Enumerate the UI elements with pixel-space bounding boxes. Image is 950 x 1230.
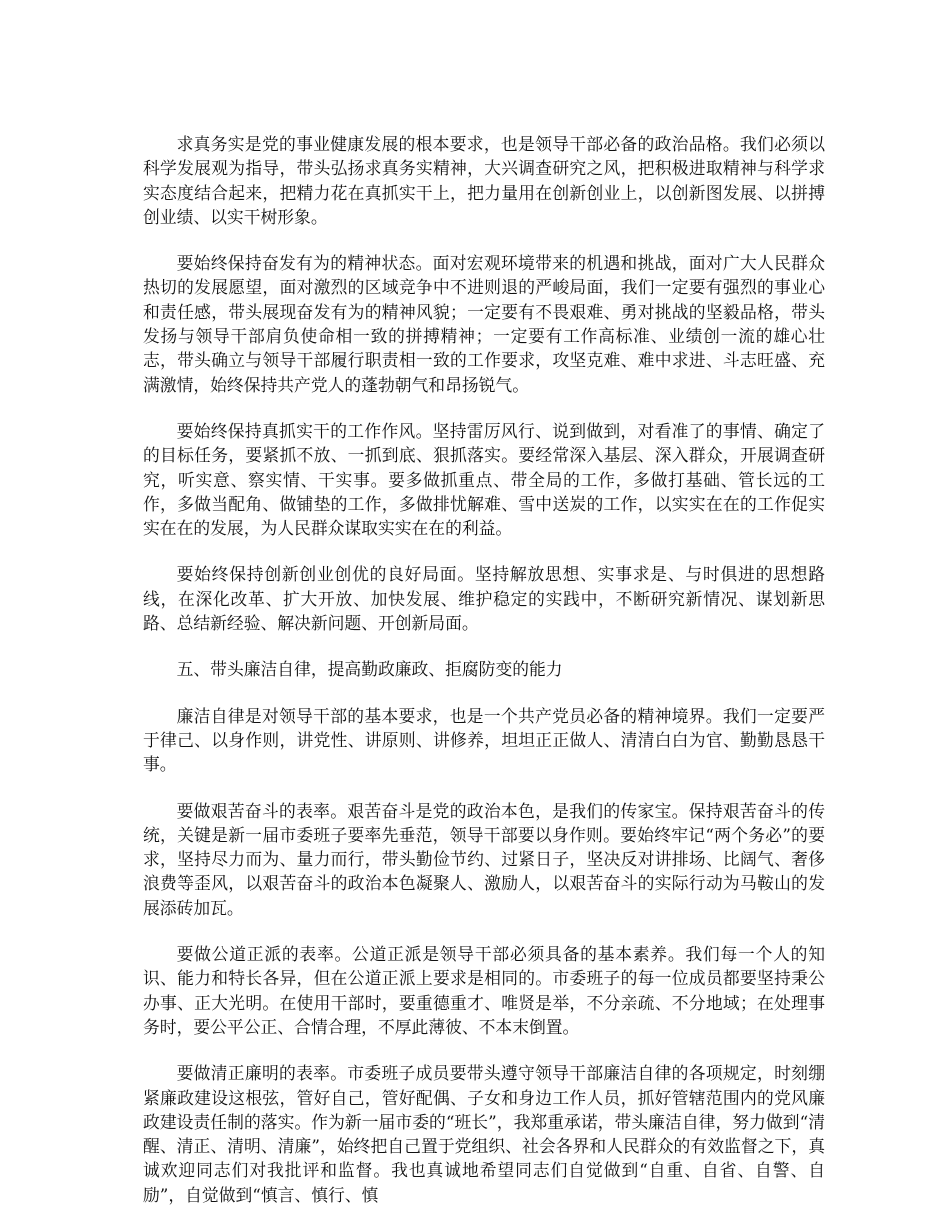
paragraph-spirit-state: 要始终保持奋发有为的精神状态。面对宏观环境带来的机遇和挑战，面对广大人民群众热切的发展愿望，面对激烈的区域竞争中不进则退的严峻局面，我们一定要有强烈的事业心和责任感，带头展现奋发有为的精神风貌；一定要有不畏艰难、勇对挑战的坚毅品格，带头发扬与领导干部肩负使命相一致的拼搏精神；一定要有工作高标准、业绩创一流的雄心壮志，带头确立与领导干部履行职责相一致的工作要求，攻坚克难、难中求进、斗志旺盛、充满激情，始终保持共产党人的蓬勃朝气和昂扬锐气。 — [143, 253, 825, 395]
paragraph-work-style: 要始终保持真抓实干的工作作风。坚持雷厉风行、说到做到，对看准了的事情、确定了的目标任务，要紧抓不放、一抓到底、狠抓落实。要经常深入基层、深入群众，开展调查研究，听实意、察实情、干实事。要多做抓重点、带全局的工作，多做打基础、管长远的工作，多做当配角、做铺垫的工作，多做排忧解难、雪中送炭的工作，以实实在在的工作促实实在在的发展，为人民群众谋取实实在在的利益。 — [143, 420, 825, 539]
document-body — [143, 132, 825, 1229]
section-heading-integrity: 五、带头廉洁自律，提高勤政廉政、拒腐防变的能力 — [176, 659, 563, 680]
paragraph-self-discipline: 廉洁自律是对领导干部的基本要求，也是一个共产党员必备的精神境界。我们一定要严于律己、以身作则，讲党性、讲原则、讲修养，坦坦正正做人、清清白白为官、勤勤恳恳干事。 — [143, 705, 825, 775]
paragraph-clean-government: 要做清正廉明的表率。市委班子成员要带头遵守领导干部廉洁自律的各项规定，时刻绷紧廉政建设这根弦，管好自己，管好配偶、子女和身边工作人员，抓好管辖范围内的党风廉政建设责任制的落实。作为新一届市委的“班长”，我郑重承诺，带头廉洁自律，努力做到“清醒、清正、清明、清廉”，始终把自己置于党组织、社会各界和人民群众的有效监督之下，真诚欢迎同志们对我批评和监督。我也真诚地希望同志们自觉做到“自重、自省、自警、自励”，自觉做到“慎言、慎行、慎 — [143, 1063, 825, 1205]
paragraph-fairness: 要做公道正派的表率。公道正派是领导干部必须具备的基本素养。我们每一个人的知识、能力和特长各异，但在公道正派上要求是相同的。市委班子的每一位成员都要坚持秉公办事、正大光明。在使用干部时，要重德重才、唯贤是举，不分亲疏、不分地域；在处理事务时，要公平公正、合情合理，不厚此薄彼、不本末倒置。 — [143, 944, 825, 1037]
paragraph-seek-truth: 求真务实是党的事业健康发展的根本要求，也是领导干部必备的政治品格。我们必须以科学发展观为指导，带头弘扬求真务实精神，大兴调查研究之风，把积极进取精神与科学求实态度结合起来，把精力花在真抓实干上，把力量用在创新创业上，以创新图发展、以拼搏创业绩、以实干树形象。 — [143, 134, 825, 227]
paragraph-hard-work: 要做艰苦奋斗的表率。艰苦奋斗是党的政治本色，是我们的传家宝。保持艰苦奋斗的传统，关键是新一届市委班子要率先垂范，领导干部要以身作则。要始终牢记“两个务必”的要求，坚持尽力而为、量力而行，带头勤俭节约、过紧日子，坚决反对讲排场、比阔气、奢侈浪费等歪风，以艰苦奋斗的政治本色凝聚人、激励人，以艰苦奋斗的实际行动为马鞍山的发展添砖加瓦。 — [143, 800, 825, 918]
paragraph-innovation: 要始终保持创新创业创优的良好局面。坚持解放思想、实事求是、与时俱进的思想路线，在深化改革、扩大开放、加快发展、维护稳定的实践中，不断研究新情况、谋划新思路、总结新经验、解决新问题、开创新局面。 — [143, 564, 825, 634]
